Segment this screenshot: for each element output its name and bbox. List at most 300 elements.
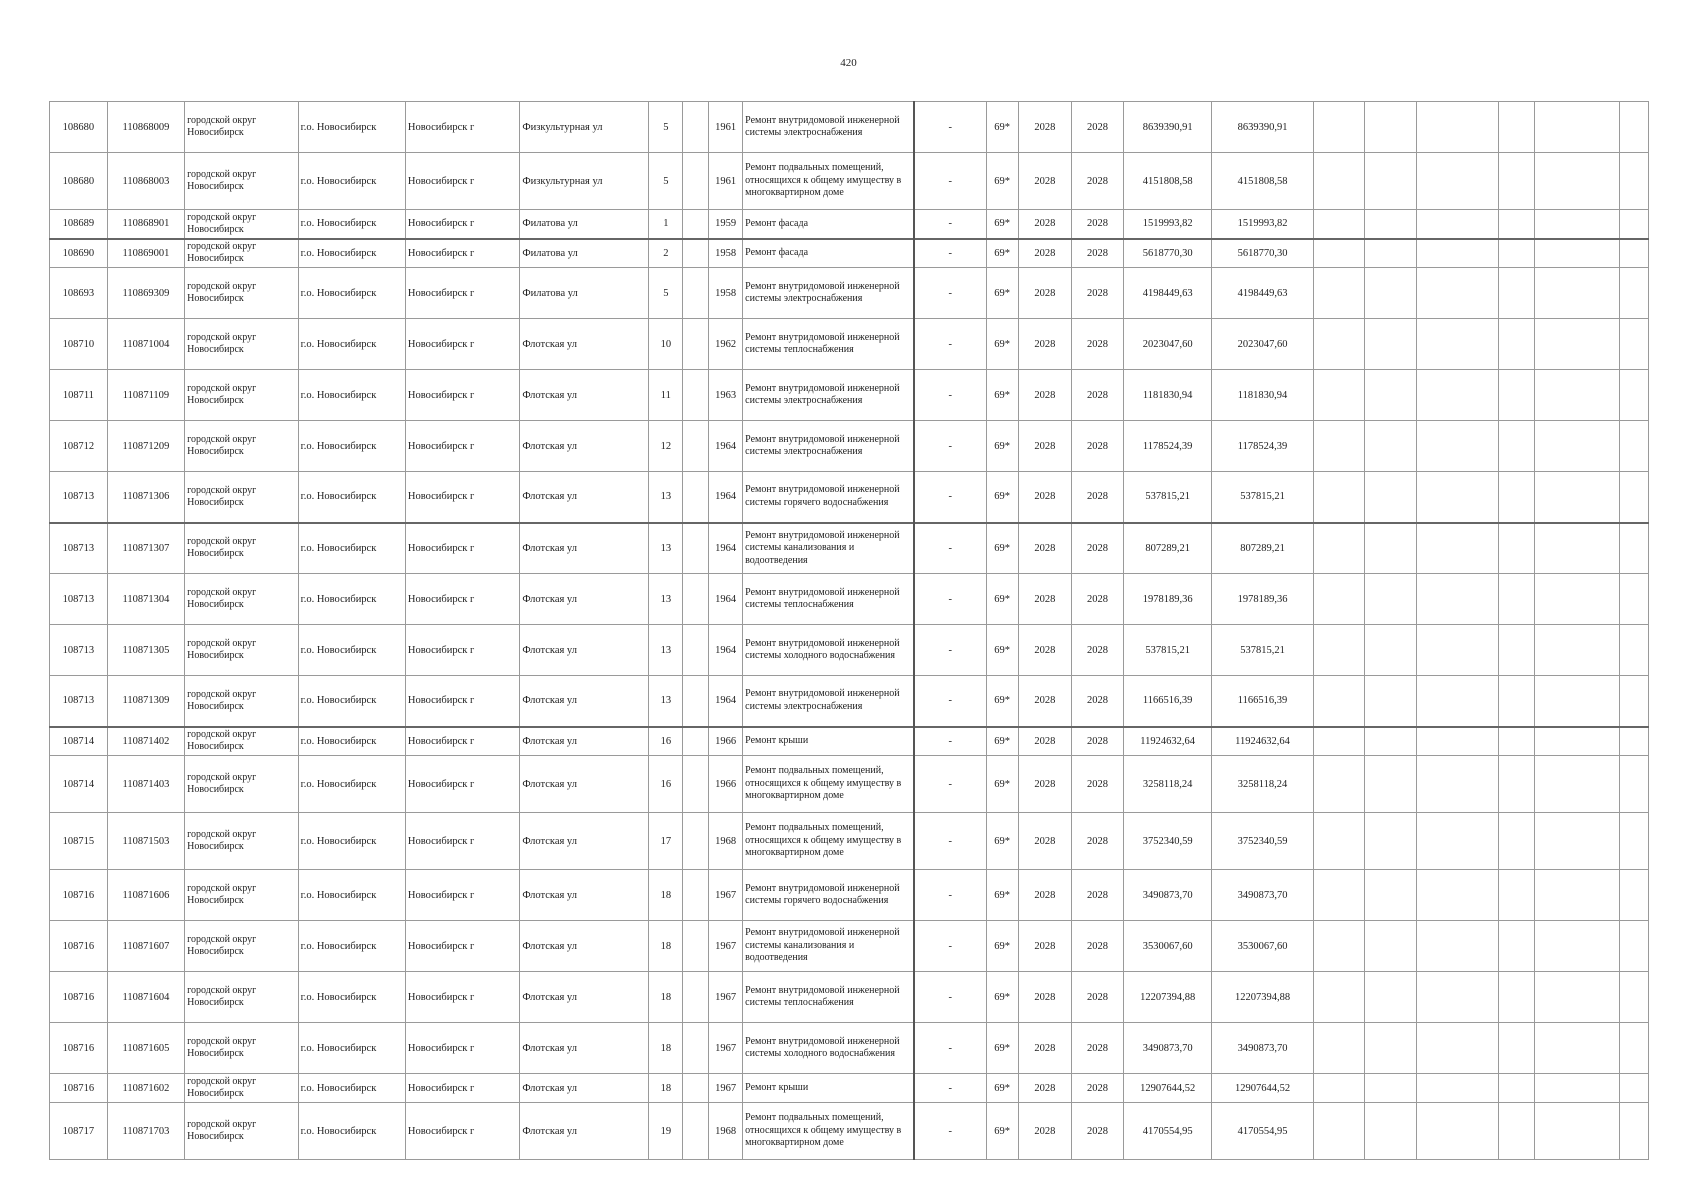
- row-district: г.о. Новосибирск: [298, 813, 405, 870]
- row-street: Физкультурная ул: [520, 153, 649, 210]
- row-year: 1964: [709, 472, 743, 523]
- row-total: 4198449,63: [1212, 268, 1313, 319]
- row-start-year: 2028: [1018, 472, 1072, 523]
- row-empty-cell: [1619, 210, 1648, 239]
- row-empty-cell: [1535, 921, 1620, 972]
- row-total: 3752340,59: [1212, 813, 1313, 870]
- row-empty-cell: [1365, 1074, 1417, 1103]
- row-empty-cell: [1535, 421, 1620, 472]
- row-norm: 69*: [986, 870, 1018, 921]
- row-district: г.о. Новосибирск: [298, 1023, 405, 1074]
- row-empty-cell: [1535, 727, 1620, 756]
- row-empty-cell: [1499, 268, 1535, 319]
- row-work-type: Ремонт подвальных помещений, относящихся к общему имуществу в многоквартирном доме: [743, 1103, 914, 1160]
- row-end-year: 2028: [1072, 676, 1124, 727]
- row-id: 108716: [50, 1023, 108, 1074]
- row-house-number: 18: [649, 921, 683, 972]
- row-start-year: 2028: [1018, 102, 1072, 153]
- row-end-year: 2028: [1072, 370, 1124, 421]
- table-row: [50, 574, 1649, 625]
- row-municipality: городской округ Новосибирск: [185, 756, 298, 813]
- row-norm: 69*: [986, 210, 1018, 239]
- row-dash: -: [914, 756, 986, 813]
- row-code: 110871402: [107, 727, 184, 756]
- row-norm: 69*: [986, 370, 1018, 421]
- row-street: Филатова ул: [520, 268, 649, 319]
- row-municipality: городской округ Новосибирск: [185, 1023, 298, 1074]
- row-municipality: городской округ Новосибирск: [185, 1103, 298, 1160]
- row-empty-cell: [1416, 870, 1499, 921]
- row-code: 110871109: [107, 370, 184, 421]
- row-start-year: 2028: [1018, 153, 1072, 210]
- row-cost: 537815,21: [1123, 625, 1212, 676]
- row-street: Флотская ул: [520, 727, 649, 756]
- row-cost: 1178524,39: [1123, 421, 1212, 472]
- table-row: [50, 625, 1649, 676]
- row-id: 108716: [50, 972, 108, 1023]
- row-city: Новосибирск г: [405, 421, 520, 472]
- row-dash: -: [914, 921, 986, 972]
- row-start-year: 2028: [1018, 319, 1072, 370]
- row-empty-cell: [1535, 523, 1620, 574]
- row-code: 110869309: [107, 268, 184, 319]
- row-work-type: Ремонт внутридомовой инженерной системы горячего водоснабжения: [743, 870, 914, 921]
- row-house-number: 10: [649, 319, 683, 370]
- row-empty-cell: [683, 239, 709, 268]
- row-house-number: 13: [649, 523, 683, 574]
- row-street: Филатова ул: [520, 210, 649, 239]
- row-work-type: Ремонт подвальных помещений, относящихся к общему имуществу в многоквартирном доме: [743, 756, 914, 813]
- row-norm: 69*: [986, 472, 1018, 523]
- row-empty-cell: [1416, 268, 1499, 319]
- row-empty-cell: [683, 1103, 709, 1160]
- table-row: [50, 921, 1649, 972]
- row-empty-cell: [1535, 239, 1620, 268]
- row-id: 108717: [50, 1103, 108, 1160]
- row-year: 1966: [709, 727, 743, 756]
- row-empty-cell: [1499, 523, 1535, 574]
- row-city: Новосибирск г: [405, 921, 520, 972]
- row-municipality: городской округ Новосибирск: [185, 370, 298, 421]
- row-total: 4151808,58: [1212, 153, 1313, 210]
- row-district: г.о. Новосибирск: [298, 523, 405, 574]
- row-street: Флотская ул: [520, 370, 649, 421]
- row-empty-cell: [1313, 153, 1365, 210]
- row-code: 110871307: [107, 523, 184, 574]
- row-empty-cell: [1416, 1074, 1499, 1103]
- row-id: 108715: [50, 813, 108, 870]
- row-empty-cell: [1365, 268, 1417, 319]
- row-id: 108711: [50, 370, 108, 421]
- row-empty-cell: [1313, 1023, 1365, 1074]
- row-work-type: Ремонт внутридомовой инженерной системы теплоснабжения: [743, 574, 914, 625]
- row-cost: 12907644,52: [1123, 1074, 1212, 1103]
- table-row: [50, 319, 1649, 370]
- row-start-year: 2028: [1018, 523, 1072, 574]
- row-municipality: городской округ Новосибирск: [185, 523, 298, 574]
- row-district: г.о. Новосибирск: [298, 268, 405, 319]
- row-district: г.о. Новосибирск: [298, 727, 405, 756]
- row-empty-cell: [1365, 472, 1417, 523]
- row-dash: -: [914, 472, 986, 523]
- row-empty-cell: [1416, 921, 1499, 972]
- row-dash: -: [914, 102, 986, 153]
- table-row: [50, 370, 1649, 421]
- row-id: 108714: [50, 727, 108, 756]
- row-start-year: 2028: [1018, 676, 1072, 727]
- row-year: 1967: [709, 1074, 743, 1103]
- row-street: Флотская ул: [520, 972, 649, 1023]
- row-dash: -: [914, 625, 986, 676]
- row-empty-cell: [683, 472, 709, 523]
- row-empty-cell: [1416, 153, 1499, 210]
- row-empty-cell: [1313, 813, 1365, 870]
- row-total: 3258118,24: [1212, 756, 1313, 813]
- row-street: Флотская ул: [520, 1023, 649, 1074]
- row-start-year: 2028: [1018, 727, 1072, 756]
- row-empty-cell: [1416, 210, 1499, 239]
- row-house-number: 16: [649, 756, 683, 813]
- row-cost: 537815,21: [1123, 472, 1212, 523]
- row-dash: -: [914, 574, 986, 625]
- row-street: Флотская ул: [520, 472, 649, 523]
- row-norm: 69*: [986, 102, 1018, 153]
- row-norm: 69*: [986, 1023, 1018, 1074]
- row-total: 12907644,52: [1212, 1074, 1313, 1103]
- row-city: Новосибирск г: [405, 727, 520, 756]
- row-work-type: Ремонт внутридомовой инженерной системы канализования и водоотведения: [743, 921, 914, 972]
- row-empty-cell: [1499, 870, 1535, 921]
- row-house-number: 2: [649, 239, 683, 268]
- row-total: 537815,21: [1212, 625, 1313, 676]
- row-empty-cell: [1365, 1103, 1417, 1160]
- row-start-year: 2028: [1018, 268, 1072, 319]
- row-work-type: Ремонт внутридомовой инженерной системы холодного водоснабжения: [743, 625, 914, 676]
- row-house-number: 11: [649, 370, 683, 421]
- row-total: 1178524,39: [1212, 421, 1313, 472]
- row-code: 110871503: [107, 813, 184, 870]
- table-row: [50, 421, 1649, 472]
- row-end-year: 2028: [1072, 756, 1124, 813]
- row-municipality: городской округ Новосибирск: [185, 972, 298, 1023]
- row-code: 110868009: [107, 102, 184, 153]
- row-empty-cell: [1313, 727, 1365, 756]
- row-end-year: 2028: [1072, 472, 1124, 523]
- row-street: Физкультурная ул: [520, 102, 649, 153]
- row-municipality: городской округ Новосибирск: [185, 813, 298, 870]
- row-empty-cell: [1619, 676, 1648, 727]
- row-house-number: 13: [649, 676, 683, 727]
- row-end-year: 2028: [1072, 921, 1124, 972]
- row-id: 108680: [50, 153, 108, 210]
- row-empty-cell: [1535, 1074, 1620, 1103]
- row-empty-cell: [1535, 574, 1620, 625]
- row-id: 108690: [50, 239, 108, 268]
- row-district: г.о. Новосибирск: [298, 870, 405, 921]
- row-street: Флотская ул: [520, 1074, 649, 1103]
- row-dash: -: [914, 268, 986, 319]
- row-empty-cell: [683, 625, 709, 676]
- row-start-year: 2028: [1018, 239, 1072, 268]
- row-empty-cell: [1619, 972, 1648, 1023]
- row-code: 110871605: [107, 1023, 184, 1074]
- row-city: Новосибирск г: [405, 813, 520, 870]
- table-row: [50, 813, 1649, 870]
- row-empty-cell: [1365, 676, 1417, 727]
- row-city: Новосибирск г: [405, 1074, 520, 1103]
- row-district: г.о. Новосибирск: [298, 921, 405, 972]
- page-number: 420: [840, 57, 857, 69]
- row-district: г.о. Новосибирск: [298, 239, 405, 268]
- row-total: 3490873,70: [1212, 870, 1313, 921]
- row-code: 110871004: [107, 319, 184, 370]
- row-year: 1967: [709, 870, 743, 921]
- row-empty-cell: [1619, 153, 1648, 210]
- row-empty-cell: [1313, 625, 1365, 676]
- row-work-type: Ремонт внутридомовой инженерной системы канализования и водоотведения: [743, 523, 914, 574]
- row-empty-cell: [1313, 1074, 1365, 1103]
- row-empty-cell: [1416, 523, 1499, 574]
- row-empty-cell: [1499, 239, 1535, 268]
- row-empty-cell: [683, 153, 709, 210]
- row-street: Флотская ул: [520, 813, 649, 870]
- row-empty-cell: [683, 319, 709, 370]
- row-total: 11924632,64: [1212, 727, 1313, 756]
- row-norm: 69*: [986, 921, 1018, 972]
- row-end-year: 2028: [1072, 153, 1124, 210]
- row-municipality: городской округ Новосибирск: [185, 574, 298, 625]
- row-empty-cell: [1365, 1023, 1417, 1074]
- row-start-year: 2028: [1018, 210, 1072, 239]
- row-empty-cell: [1416, 102, 1499, 153]
- row-municipality: городской округ Новосибирск: [185, 210, 298, 239]
- row-city: Новосибирск г: [405, 370, 520, 421]
- row-empty-cell: [1313, 370, 1365, 421]
- row-dash: -: [914, 1103, 986, 1160]
- row-empty-cell: [1313, 421, 1365, 472]
- row-code: 110871209: [107, 421, 184, 472]
- row-dash: -: [914, 676, 986, 727]
- row-empty-cell: [1365, 239, 1417, 268]
- row-cost: 3490873,70: [1123, 870, 1212, 921]
- row-house-number: 18: [649, 972, 683, 1023]
- row-cost: 8639390,91: [1123, 102, 1212, 153]
- row-district: г.о. Новосибирск: [298, 421, 405, 472]
- row-total: 537815,21: [1212, 472, 1313, 523]
- row-municipality: городской округ Новосибирск: [185, 727, 298, 756]
- table-row: [50, 727, 1649, 756]
- row-municipality: городской округ Новосибирск: [185, 153, 298, 210]
- row-dash: -: [914, 370, 986, 421]
- row-work-type: Ремонт внутридомовой инженерной системы электроснабжения: [743, 102, 914, 153]
- row-cost: 12207394,88: [1123, 972, 1212, 1023]
- table-row: [50, 1023, 1649, 1074]
- row-cost: 1978189,36: [1123, 574, 1212, 625]
- row-empty-cell: [683, 921, 709, 972]
- row-dash: -: [914, 421, 986, 472]
- row-end-year: 2028: [1072, 625, 1124, 676]
- row-end-year: 2028: [1072, 1023, 1124, 1074]
- row-empty-cell: [1499, 676, 1535, 727]
- row-city: Новосибирск г: [405, 153, 520, 210]
- row-empty-cell: [1365, 153, 1417, 210]
- row-city: Новосибирск г: [405, 472, 520, 523]
- row-municipality: городской округ Новосибирск: [185, 421, 298, 472]
- row-norm: 69*: [986, 756, 1018, 813]
- row-norm: 69*: [986, 1074, 1018, 1103]
- row-street: Флотская ул: [520, 676, 649, 727]
- row-empty-cell: [1499, 102, 1535, 153]
- row-city: Новосибирск г: [405, 239, 520, 268]
- row-empty-cell: [1619, 625, 1648, 676]
- row-start-year: 2028: [1018, 1023, 1072, 1074]
- row-end-year: 2028: [1072, 210, 1124, 239]
- row-id: 108712: [50, 421, 108, 472]
- row-street: Флотская ул: [520, 625, 649, 676]
- row-empty-cell: [1499, 972, 1535, 1023]
- row-municipality: городской округ Новосибирск: [185, 319, 298, 370]
- row-city: Новосибирск г: [405, 625, 520, 676]
- row-empty-cell: [1619, 1074, 1648, 1103]
- table-row: [50, 239, 1649, 268]
- table-row: [50, 153, 1649, 210]
- row-total: 1978189,36: [1212, 574, 1313, 625]
- row-empty-cell: [1313, 239, 1365, 268]
- row-house-number: 18: [649, 1023, 683, 1074]
- row-house-number: 16: [649, 727, 683, 756]
- row-house-number: 18: [649, 1074, 683, 1103]
- row-empty-cell: [1499, 756, 1535, 813]
- row-city: Новосибирск г: [405, 756, 520, 813]
- row-norm: 69*: [986, 153, 1018, 210]
- row-year: 1961: [709, 102, 743, 153]
- row-empty-cell: [1535, 319, 1620, 370]
- row-city: Новосибирск г: [405, 574, 520, 625]
- row-municipality: городской округ Новосибирск: [185, 239, 298, 268]
- row-norm: 69*: [986, 676, 1018, 727]
- row-year: 1958: [709, 239, 743, 268]
- row-empty-cell: [1313, 1103, 1365, 1160]
- row-house-number: 13: [649, 574, 683, 625]
- row-work-type: Ремонт крыши: [743, 727, 914, 756]
- row-street: Флотская ул: [520, 319, 649, 370]
- row-code: 110871604: [107, 972, 184, 1023]
- row-empty-cell: [1619, 239, 1648, 268]
- row-city: Новосибирск г: [405, 102, 520, 153]
- row-work-type: Ремонт внутридомовой инженерной системы теплоснабжения: [743, 972, 914, 1023]
- row-year: 1959: [709, 210, 743, 239]
- row-total: 3530067,60: [1212, 921, 1313, 972]
- row-code: 110871304: [107, 574, 184, 625]
- row-empty-cell: [1365, 727, 1417, 756]
- row-code: 110871305: [107, 625, 184, 676]
- row-district: г.о. Новосибирск: [298, 972, 405, 1023]
- row-start-year: 2028: [1018, 1103, 1072, 1160]
- row-empty-cell: [1365, 370, 1417, 421]
- row-empty-cell: [1416, 574, 1499, 625]
- row-cost: 1166516,39: [1123, 676, 1212, 727]
- row-district: г.о. Новосибирск: [298, 472, 405, 523]
- row-work-type: Ремонт подвальных помещений, относящихся к общему имуществу в многоквартирном доме: [743, 153, 914, 210]
- row-empty-cell: [1313, 756, 1365, 813]
- table-row: [50, 676, 1649, 727]
- row-municipality: городской округ Новосибирск: [185, 921, 298, 972]
- row-cost: 3530067,60: [1123, 921, 1212, 972]
- row-end-year: 2028: [1072, 574, 1124, 625]
- row-empty-cell: [683, 727, 709, 756]
- row-cost: 5618770,30: [1123, 239, 1212, 268]
- row-empty-cell: [683, 102, 709, 153]
- row-year: 1968: [709, 1103, 743, 1160]
- row-empty-cell: [1365, 625, 1417, 676]
- row-start-year: 2028: [1018, 756, 1072, 813]
- row-empty-cell: [1313, 472, 1365, 523]
- row-end-year: 2028: [1072, 870, 1124, 921]
- row-empty-cell: [1535, 756, 1620, 813]
- row-dash: -: [914, 319, 986, 370]
- row-empty-cell: [683, 1023, 709, 1074]
- row-cost: 3752340,59: [1123, 813, 1212, 870]
- row-norm: 69*: [986, 319, 1018, 370]
- row-empty-cell: [1416, 813, 1499, 870]
- row-empty-cell: [1313, 972, 1365, 1023]
- row-empty-cell: [1365, 813, 1417, 870]
- row-house-number: 17: [649, 813, 683, 870]
- row-code: 110869001: [107, 239, 184, 268]
- row-norm: 69*: [986, 574, 1018, 625]
- row-work-type: Ремонт внутридомовой инженерной системы теплоснабжения: [743, 319, 914, 370]
- row-empty-cell: [1535, 472, 1620, 523]
- row-empty-cell: [683, 210, 709, 239]
- row-total: 5618770,30: [1212, 239, 1313, 268]
- row-id: 108689: [50, 210, 108, 239]
- table-body: [50, 102, 1649, 1160]
- row-id: 108713: [50, 676, 108, 727]
- row-end-year: 2028: [1072, 727, 1124, 756]
- row-empty-cell: [683, 972, 709, 1023]
- table-row: [50, 1074, 1649, 1103]
- row-work-type: Ремонт крыши: [743, 1074, 914, 1103]
- row-empty-cell: [1365, 319, 1417, 370]
- row-dash: -: [914, 813, 986, 870]
- row-empty-cell: [1313, 319, 1365, 370]
- row-district: г.о. Новосибирск: [298, 574, 405, 625]
- row-dash: -: [914, 972, 986, 1023]
- row-code: 110868003: [107, 153, 184, 210]
- row-empty-cell: [1499, 1074, 1535, 1103]
- row-id: 108716: [50, 921, 108, 972]
- row-empty-cell: [1535, 102, 1620, 153]
- row-empty-cell: [1619, 472, 1648, 523]
- row-cost: 2023047,60: [1123, 319, 1212, 370]
- row-empty-cell: [1535, 676, 1620, 727]
- table-row: [50, 472, 1649, 523]
- row-end-year: 2028: [1072, 1103, 1124, 1160]
- row-end-year: 2028: [1072, 972, 1124, 1023]
- row-municipality: городской округ Новосибирск: [185, 1074, 298, 1103]
- table-row: [50, 870, 1649, 921]
- row-end-year: 2028: [1072, 813, 1124, 870]
- row-start-year: 2028: [1018, 625, 1072, 676]
- row-empty-cell: [1619, 421, 1648, 472]
- row-empty-cell: [1499, 210, 1535, 239]
- row-work-type: Ремонт внутридомовой инженерной системы холодного водоснабжения: [743, 1023, 914, 1074]
- row-start-year: 2028: [1018, 1074, 1072, 1103]
- row-house-number: 5: [649, 102, 683, 153]
- row-district: г.о. Новосибирск: [298, 370, 405, 421]
- row-empty-cell: [1313, 523, 1365, 574]
- row-street: Флотская ул: [520, 574, 649, 625]
